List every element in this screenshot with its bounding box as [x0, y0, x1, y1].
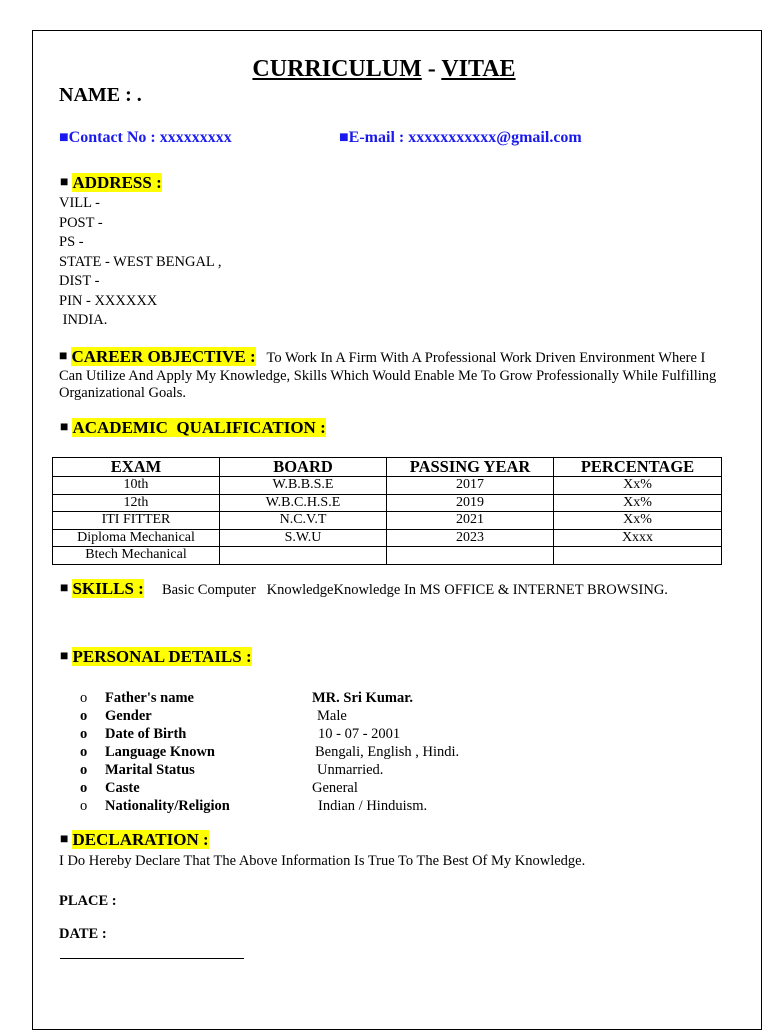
address-line: VILL -: [59, 195, 100, 211]
address-line: PIN - XXXXXX: [59, 292, 158, 309]
table-cell: [554, 547, 722, 565]
table-header-row: [53, 458, 722, 477]
skills-heading: SKILLS :: [72, 579, 144, 598]
table-cell: 2023: [387, 529, 554, 547]
table-cell: W.B.B.S.E: [220, 477, 387, 495]
table-row: [53, 494, 722, 512]
table-cell: Btech Mechanical: [53, 547, 220, 565]
table-cell: Xxxx: [554, 529, 722, 547]
table-row: [53, 512, 722, 530]
table-row: [53, 477, 722, 495]
square-bullet-icon: ■: [60, 649, 69, 664]
column-header: EXAM: [53, 458, 220, 477]
table-cell: N.C.V.T: [220, 512, 387, 530]
address-line: POST -: [59, 214, 103, 231]
signature-line: [60, 958, 244, 959]
list-item: o Nationality/Religion Indian / Hinduism.: [80, 798, 428, 814]
column-header: PERCENTAGE: [554, 458, 722, 477]
list-item: o Father's name MR. Sri Kumar.: [80, 690, 413, 706]
circle-bullet-icon: o: [80, 780, 88, 796]
address-line: INDIA.: [59, 312, 108, 328]
circle-bullet-icon: o: [80, 762, 88, 778]
square-bullet-icon: ■: [60, 175, 69, 190]
table-cell: 2017: [387, 477, 554, 495]
table-cell: Diploma Mechanical: [53, 529, 220, 547]
column-header: PASSING YEAR: [387, 458, 554, 477]
table-cell: Xx%: [554, 477, 722, 495]
address-heading: ■ ADDRESS :: [60, 173, 162, 192]
table-cell: S.W.U: [220, 529, 387, 547]
career-objective-heading: CAREER OBJECTIVE :: [71, 347, 256, 366]
circle-bullet-icon: o: [80, 744, 88, 760]
declaration-text: I Do Hereby Declare That The Above Information Is True To The Best Of My Knowledge.: [59, 853, 586, 869]
career-objective-text: To Work In A Firm With A Professional Work Driven Environment Where I Can Utilize And Apply My Knowledge, Skills Which Would Enable Me To Grow Professionally While Fulfilling Organizational Goals.: [59, 350, 717, 401]
square-bullet-icon: ■: [60, 420, 69, 435]
table-cell: ITI FITTER: [53, 512, 220, 530]
list-item: o Gender Male: [80, 708, 347, 724]
contact-number: ■Contact No : xxxxxxxxx: [59, 129, 232, 146]
personal-details-list: [80, 689, 580, 815]
table-row: [53, 547, 722, 565]
circle-bullet-icon: o: [80, 726, 88, 742]
academic-table: [52, 457, 722, 565]
email-address: ■E-mail : xxxxxxxxxxx@gmail.com: [339, 129, 582, 146]
circle-bullet-icon: o: [80, 708, 88, 724]
list-item: o Language Known Bengali, English , Hindi.: [80, 744, 460, 760]
table-row: [53, 529, 722, 547]
career-objective: [59, 348, 719, 403]
table-cell: W.B.C.H.S.E: [220, 494, 387, 512]
personal-details-heading: ■ PERSONAL DETAILS :: [60, 647, 252, 666]
date-label: DATE :: [59, 926, 107, 942]
table-cell: Xx%: [554, 494, 722, 512]
academic-heading: ■ ACADEMIC QUALIFICATION :: [60, 418, 326, 437]
place-label: PLACE :: [59, 893, 117, 909]
list-item: o Marital Status Unmarried.: [80, 762, 384, 778]
table-cell: 10th: [53, 477, 220, 495]
square-bullet-icon: ■: [59, 349, 68, 364]
circle-bullet-icon: o: [80, 798, 88, 814]
circle-bullet-icon: o: [80, 690, 88, 706]
list-item: o Caste General: [80, 780, 358, 796]
address-lines: [59, 194, 222, 331]
address-line: STATE - WEST BENGAL ,: [59, 253, 222, 270]
declaration-heading: ■ DECLARATION :: [60, 830, 209, 849]
list-item: o Date of Birth 10 - 07 - 2001: [80, 726, 401, 742]
page-title: CURRICULUM - VITAE: [252, 56, 516, 82]
square-bullet-icon: ■: [60, 832, 69, 847]
address-line: PS -: [59, 234, 84, 250]
skills-text: Basic Computer KnowledgeKnowledge In MS OFFICE & INTERNET BROWSING.: [161, 582, 668, 598]
table-cell: 2019: [387, 494, 554, 512]
table-cell: Xx%: [554, 512, 722, 530]
skills-section: [60, 579, 668, 599]
table-cell: 12th: [53, 494, 220, 512]
address-line: DIST -: [59, 273, 100, 289]
name-label: NAME : .: [59, 84, 142, 106]
column-header: BOARD: [220, 458, 387, 477]
square-bullet-icon: ■: [60, 581, 69, 596]
table-cell: [387, 547, 554, 565]
table-cell: 2021: [387, 512, 554, 530]
table-cell: [220, 547, 387, 565]
